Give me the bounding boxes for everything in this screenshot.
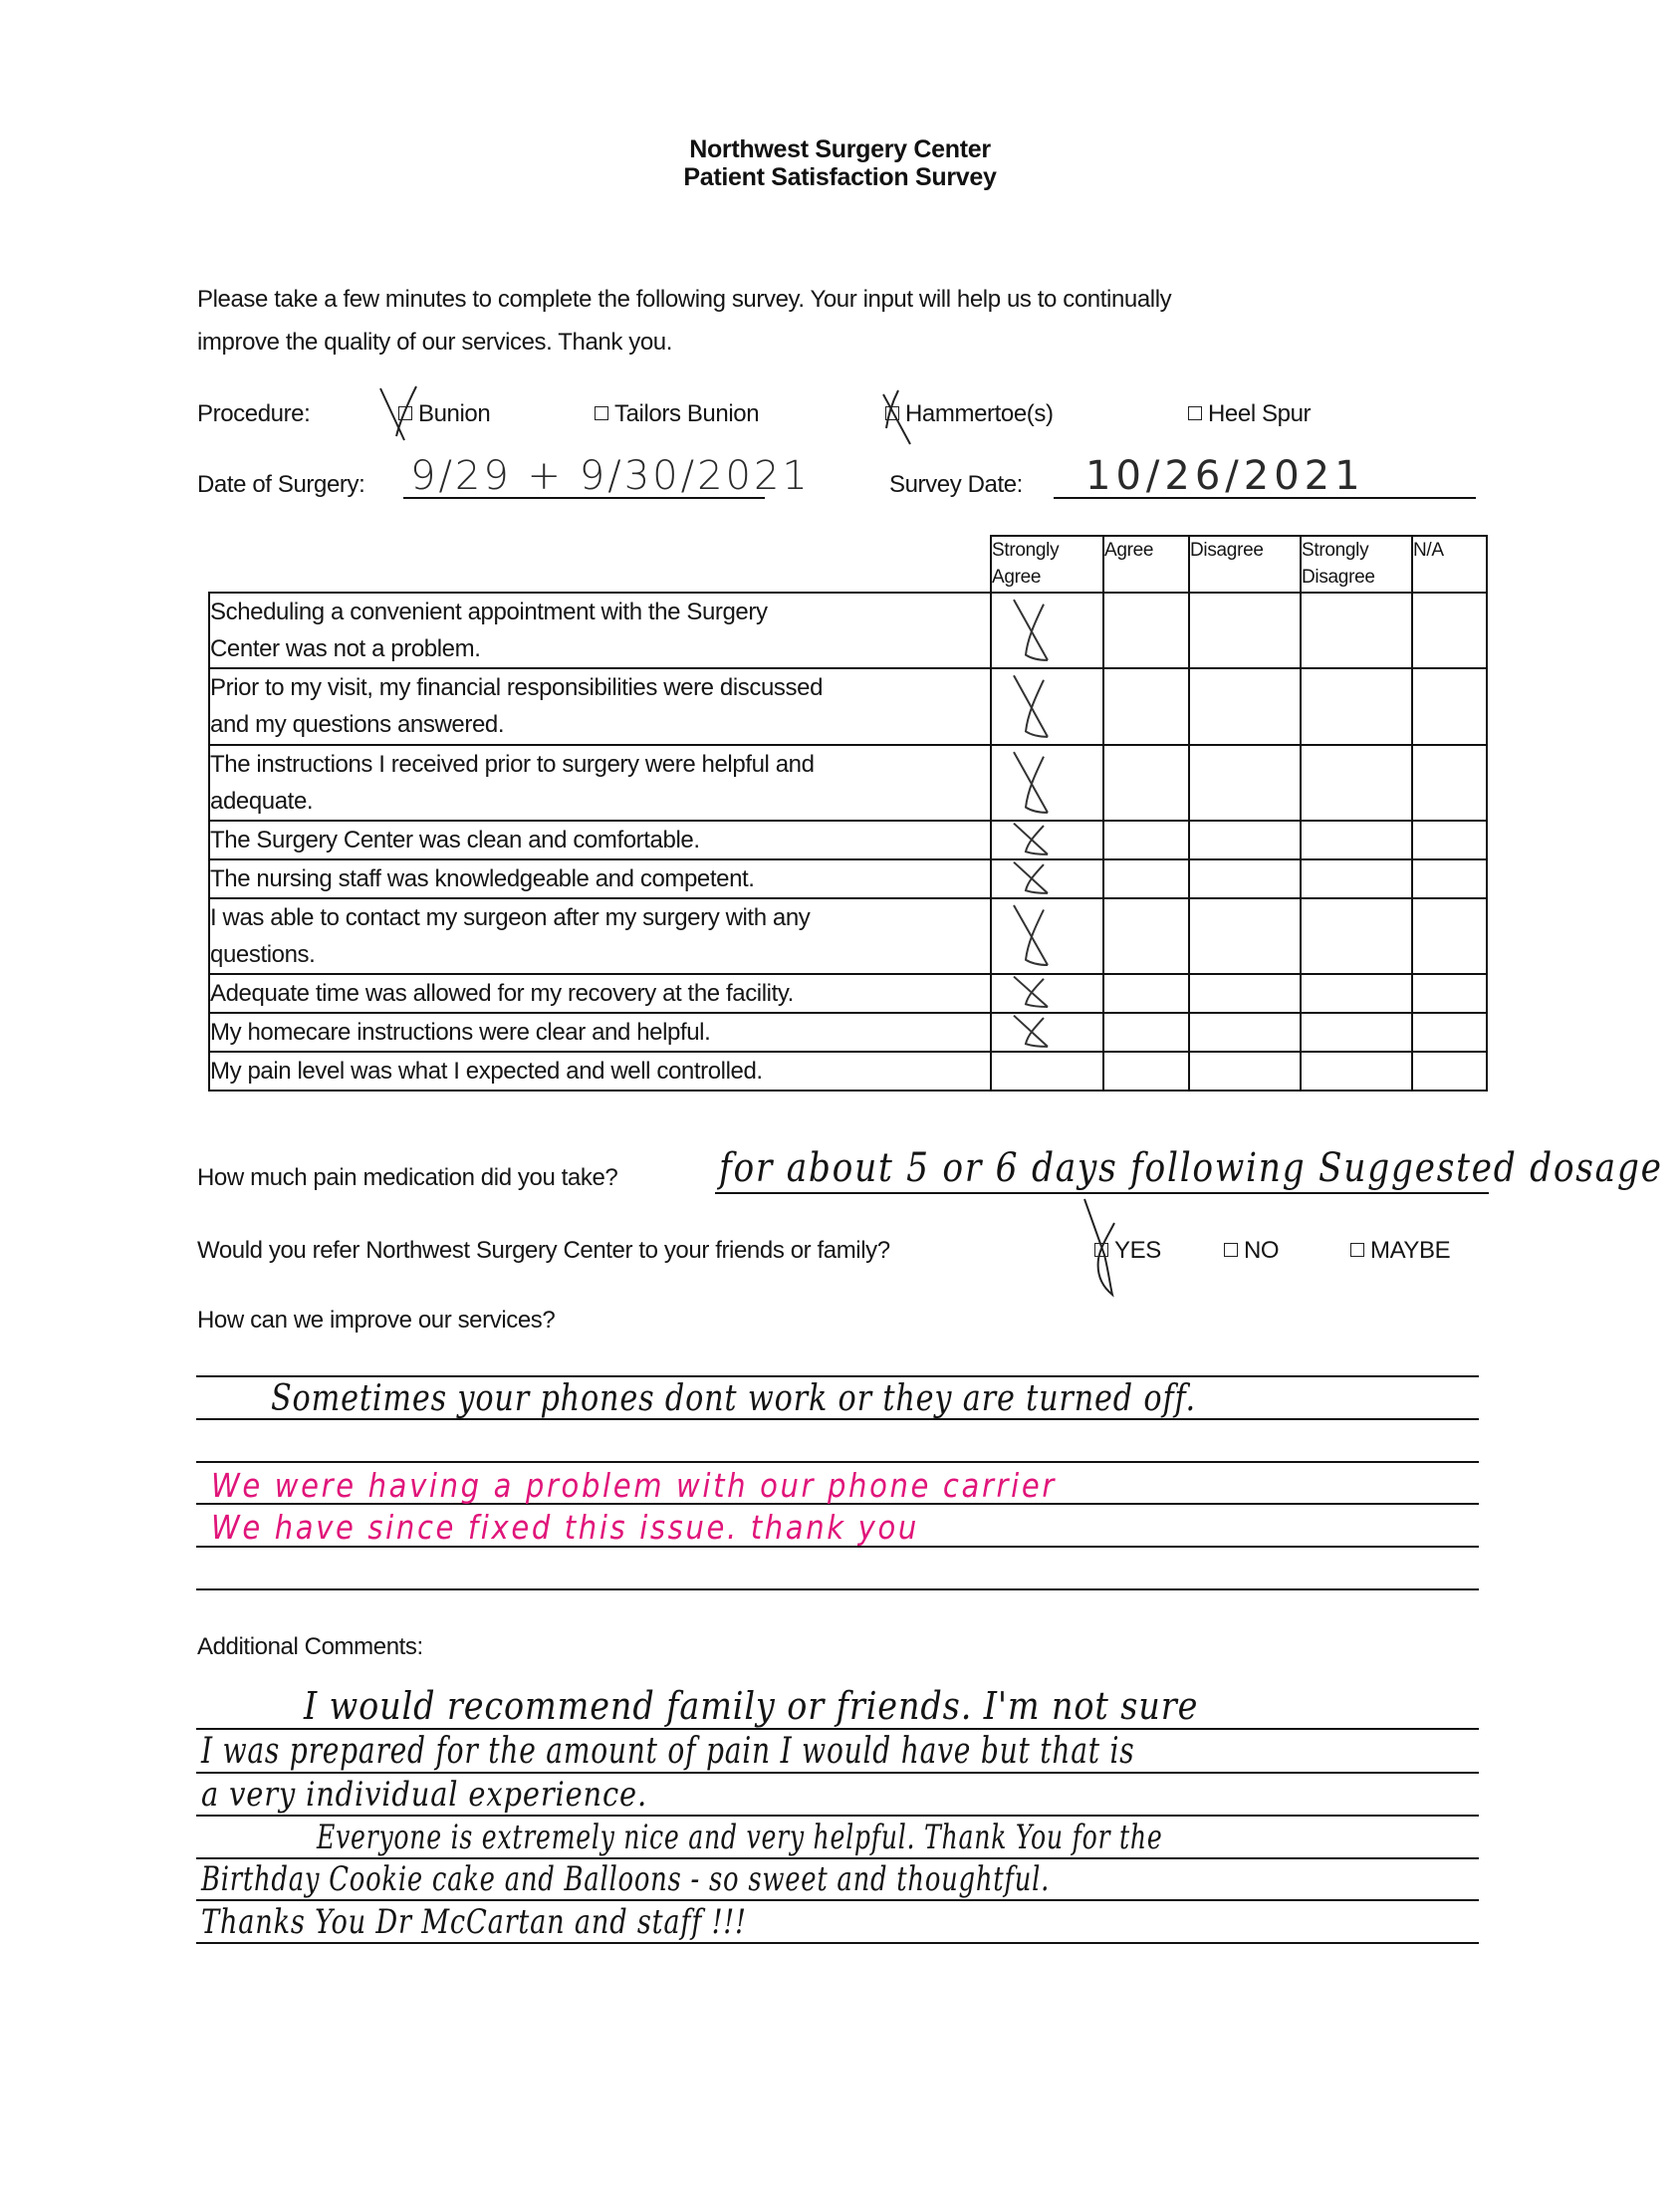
table-row bbox=[209, 859, 1487, 898]
handwritten-x-mark-icon bbox=[1006, 591, 1066, 672]
survey-date-label: Survey Date: bbox=[889, 471, 1023, 498]
handwritten-x-mark-icon bbox=[1006, 666, 1066, 749]
procedure-option-bunion[interactable] bbox=[398, 400, 490, 428]
comment-line-4[interactable]: Everyone is extremely nice and very helpful. Thank You for the bbox=[317, 1818, 1163, 1857]
procedure-option-label: Tailors Bunion bbox=[614, 400, 760, 427]
rating-cell-strongly-disagree[interactable] bbox=[1301, 745, 1412, 821]
statement-cell bbox=[209, 1052, 991, 1091]
rating-cell-disagree[interactable] bbox=[1189, 668, 1301, 745]
table-row bbox=[209, 1013, 1487, 1052]
statement-cell bbox=[209, 859, 991, 898]
rating-cell-strongly-disagree[interactable] bbox=[1301, 1052, 1412, 1091]
statement-text: Adequate time was allowed for my recovery at the facility. bbox=[210, 980, 794, 1007]
comment-line-2[interactable]: I was prepared for the amount of pain I would have but that is bbox=[201, 1731, 1135, 1772]
statement-text: My homecare instructions were clear and helpful. bbox=[210, 1019, 711, 1046]
column-header-text: Disagree bbox=[1302, 567, 1375, 588]
answer-line bbox=[196, 1461, 1479, 1463]
improve-patient-answer[interactable]: Sometimes your phones dont work or they are turned off. bbox=[271, 1378, 1196, 1419]
procedure-option-label: Hammertoe(s) bbox=[905, 400, 1054, 427]
rating-cell-na[interactable] bbox=[1412, 668, 1487, 745]
rating-cell-disagree[interactable] bbox=[1189, 859, 1301, 898]
table-row bbox=[209, 745, 1487, 821]
checkbox-maybe[interactable] bbox=[1350, 1243, 1364, 1257]
comment-line bbox=[196, 1772, 1479, 1774]
satisfaction-ratings-table bbox=[208, 535, 1488, 1092]
column-header-text: Strongly bbox=[1302, 540, 1369, 561]
rating-cell-agree[interactable] bbox=[1103, 974, 1189, 1013]
statement-cell bbox=[209, 593, 991, 668]
checkbox-no[interactable] bbox=[1224, 1243, 1238, 1257]
rating-cell-strongly-disagree[interactable] bbox=[1301, 859, 1412, 898]
rating-cell-disagree[interactable] bbox=[1189, 974, 1301, 1013]
date-of-surgery-label: Date of Surgery: bbox=[197, 471, 365, 498]
column-header-text: Strongly bbox=[992, 540, 1060, 561]
comment-line bbox=[196, 1728, 1479, 1730]
statement-text: I was able to contact my surgeon after my surgery with any bbox=[210, 904, 811, 931]
rating-cell-agree[interactable] bbox=[1103, 668, 1189, 745]
rating-cell-strongly-agree[interactable] bbox=[991, 668, 1103, 745]
improve-question: How can we improve our services? bbox=[197, 1307, 556, 1334]
rating-cell-strongly-disagree[interactable] bbox=[1301, 668, 1412, 745]
procedure-option-hammertoes[interactable] bbox=[885, 400, 1054, 428]
form-title: Northwest Surgery Center bbox=[689, 135, 991, 163]
intro-line-1: Please take a few minutes to complete the following survey. Your input will help us to continually bbox=[197, 286, 1172, 313]
statement-text: My pain level was what I expected and well controlled. bbox=[210, 1058, 763, 1085]
handwritten-x-mark-icon bbox=[1006, 1011, 1066, 1056]
procedure-option-heel-spur[interactable] bbox=[1188, 400, 1311, 428]
checkbox-heel-spur[interactable] bbox=[1188, 406, 1202, 420]
table-header-row bbox=[209, 536, 1487, 593]
statement-text: and my questions answered. bbox=[210, 711, 505, 738]
pain-medication-question: How much pain medication did you take? bbox=[197, 1164, 618, 1191]
statement-text: Center was not a problem. bbox=[210, 635, 481, 662]
answer-line bbox=[196, 1588, 1479, 1590]
pain-medication-answer[interactable]: for about 5 or 6 days following Suggested dosage bbox=[719, 1145, 1663, 1191]
statement-text: adequate. bbox=[210, 788, 314, 815]
rating-cell-disagree[interactable] bbox=[1189, 745, 1301, 821]
refer-option-yes[interactable] bbox=[1094, 1237, 1161, 1265]
rating-cell-na[interactable] bbox=[1412, 974, 1487, 1013]
rating-cell-strongly-agree[interactable] bbox=[991, 1052, 1103, 1091]
rating-cell-disagree[interactable] bbox=[1189, 821, 1301, 859]
additional-comments-label: Additional Comments: bbox=[197, 1633, 423, 1660]
column-header-text: Disagree bbox=[1190, 540, 1264, 561]
rating-cell-strongly-agree[interactable] bbox=[991, 898, 1103, 974]
rating-cell-disagree[interactable] bbox=[1189, 1052, 1301, 1091]
rating-cell-strongly-agree[interactable] bbox=[991, 1013, 1103, 1052]
column-header-strongly-disagree bbox=[1301, 536, 1412, 593]
statement-text: The Surgery Center was clean and comfortable. bbox=[210, 827, 700, 853]
statement-text: The instructions I received prior to surgery were helpful and bbox=[210, 751, 815, 778]
comment-line bbox=[196, 1815, 1479, 1817]
rating-cell-na[interactable] bbox=[1412, 593, 1487, 668]
improve-staff-reply-line-1: We were having a problem with our phone carrier bbox=[211, 1466, 1057, 1505]
comment-line-6[interactable]: Thanks You Dr McCartan and staff !!! bbox=[201, 1902, 747, 1942]
statement-text: Scheduling a convenient appointment with the Surgery bbox=[210, 599, 768, 625]
refer-option-label: MAYBE bbox=[1370, 1237, 1451, 1264]
rating-cell-disagree[interactable] bbox=[1189, 1013, 1301, 1052]
rating-cell-agree[interactable] bbox=[1103, 745, 1189, 821]
refer-option-maybe[interactable] bbox=[1350, 1237, 1450, 1265]
date-of-surgery-field[interactable]: 9/29 + 9/30/2021 bbox=[410, 453, 811, 499]
rating-cell-strongly-agree[interactable] bbox=[991, 821, 1103, 859]
procedure-option-label: Heel Spur bbox=[1208, 400, 1312, 427]
rating-cell-strongly-disagree[interactable] bbox=[1301, 821, 1412, 859]
comment-line-3[interactable]: a very individual experience. bbox=[201, 1775, 648, 1815]
rating-cell-strongly-agree[interactable] bbox=[991, 859, 1103, 898]
pain-medication-line bbox=[715, 1192, 1489, 1194]
refer-option-no[interactable] bbox=[1224, 1237, 1279, 1265]
statement-cell bbox=[209, 898, 991, 974]
survey-date-field[interactable]: 10/26/2021 bbox=[1085, 453, 1365, 499]
rating-cell-strongly-disagree[interactable] bbox=[1301, 974, 1412, 1013]
statement-text: The nursing staff was knowledgeable and competent. bbox=[210, 865, 755, 892]
rating-cell-na[interactable] bbox=[1412, 859, 1487, 898]
refer-option-label: YES bbox=[1114, 1237, 1161, 1264]
rating-cell-strongly-agree[interactable] bbox=[991, 593, 1103, 668]
rating-cell-strongly-disagree[interactable] bbox=[1301, 1013, 1412, 1052]
checkbox-yes[interactable] bbox=[1094, 1243, 1108, 1257]
statement-cell bbox=[209, 745, 991, 821]
rating-cell-na[interactable] bbox=[1412, 1013, 1487, 1052]
rating-cell-agree[interactable] bbox=[1103, 1013, 1189, 1052]
rating-cell-agree[interactable] bbox=[1103, 859, 1189, 898]
rating-cell-agree[interactable] bbox=[1103, 898, 1189, 974]
procedure-label: Procedure: bbox=[197, 400, 311, 427]
procedure-option-label: Bunion bbox=[418, 400, 491, 427]
rating-cell-strongly-agree[interactable] bbox=[991, 974, 1103, 1013]
column-header-na bbox=[1412, 536, 1487, 593]
table-row bbox=[209, 668, 1487, 745]
refer-question: Would you refer Northwest Surgery Center to your friends or family? bbox=[197, 1237, 890, 1264]
comment-line-5[interactable]: Birthday Cookie cake and Balloons - so sweet and thoughtful. bbox=[201, 1859, 1051, 1899]
column-header-agree bbox=[1103, 536, 1189, 593]
column-header-text: Agree bbox=[1104, 540, 1154, 561]
column-header-text: N/A bbox=[1413, 540, 1444, 561]
improve-staff-reply-line-2: We have since fixed this issue. thank you bbox=[211, 1508, 919, 1547]
statement-cell bbox=[209, 668, 991, 745]
rating-cell-na[interactable] bbox=[1412, 821, 1487, 859]
column-header-disagree bbox=[1189, 536, 1301, 593]
table-row bbox=[209, 593, 1487, 668]
rating-cell-na[interactable] bbox=[1412, 1052, 1487, 1091]
rating-cell-agree[interactable] bbox=[1103, 821, 1189, 859]
statement-cell bbox=[209, 1013, 991, 1052]
rating-cell-na[interactable] bbox=[1412, 745, 1487, 821]
procedure-option-tailors-bunion[interactable] bbox=[595, 400, 759, 428]
comment-line bbox=[196, 1942, 1479, 1944]
rating-cell-strongly-disagree[interactable] bbox=[1301, 898, 1412, 974]
intro-line-2: improve the quality of our services. Thank you. bbox=[197, 329, 672, 356]
statement-cell bbox=[209, 974, 991, 1013]
rating-cell-agree[interactable] bbox=[1103, 1052, 1189, 1091]
rating-cell-disagree[interactable] bbox=[1189, 593, 1301, 668]
comment-line bbox=[196, 1899, 1479, 1901]
column-header-strongly-agree bbox=[991, 536, 1103, 593]
rating-cell-strongly-agree[interactable] bbox=[991, 745, 1103, 821]
refer-option-label: NO bbox=[1244, 1237, 1280, 1264]
table-row bbox=[209, 821, 1487, 859]
rating-cell-na[interactable] bbox=[1412, 898, 1487, 974]
checkbox-tailors-bunion[interactable] bbox=[595, 406, 608, 420]
statement-text: Prior to my visit, my financial responsibilities were discussed bbox=[210, 674, 824, 701]
rating-cell-strongly-disagree[interactable] bbox=[1301, 593, 1412, 668]
table-row bbox=[209, 974, 1487, 1013]
handwritten-x-mark-icon bbox=[1006, 896, 1066, 977]
answer-line bbox=[196, 1375, 1479, 1377]
statement-cell bbox=[209, 821, 991, 859]
checkbox-hammertoes[interactable] bbox=[885, 406, 899, 420]
table-row bbox=[209, 898, 1487, 974]
comment-line-1[interactable]: I would recommend family or friends. I'm not sure bbox=[304, 1684, 1199, 1728]
checkbox-bunion[interactable] bbox=[398, 406, 412, 420]
handwritten-x-mark-icon bbox=[1006, 743, 1066, 825]
rating-cell-agree[interactable] bbox=[1103, 593, 1189, 668]
column-header-text: Agree bbox=[992, 567, 1042, 588]
statement-text: questions. bbox=[210, 941, 316, 968]
table-row bbox=[209, 1052, 1487, 1091]
header-blank-cell bbox=[209, 536, 991, 593]
handwritten-x-mark-icon bbox=[1006, 972, 1066, 1016]
form-subtitle: Patient Satisfaction Survey bbox=[683, 163, 997, 191]
rating-cell-disagree[interactable] bbox=[1189, 898, 1301, 974]
